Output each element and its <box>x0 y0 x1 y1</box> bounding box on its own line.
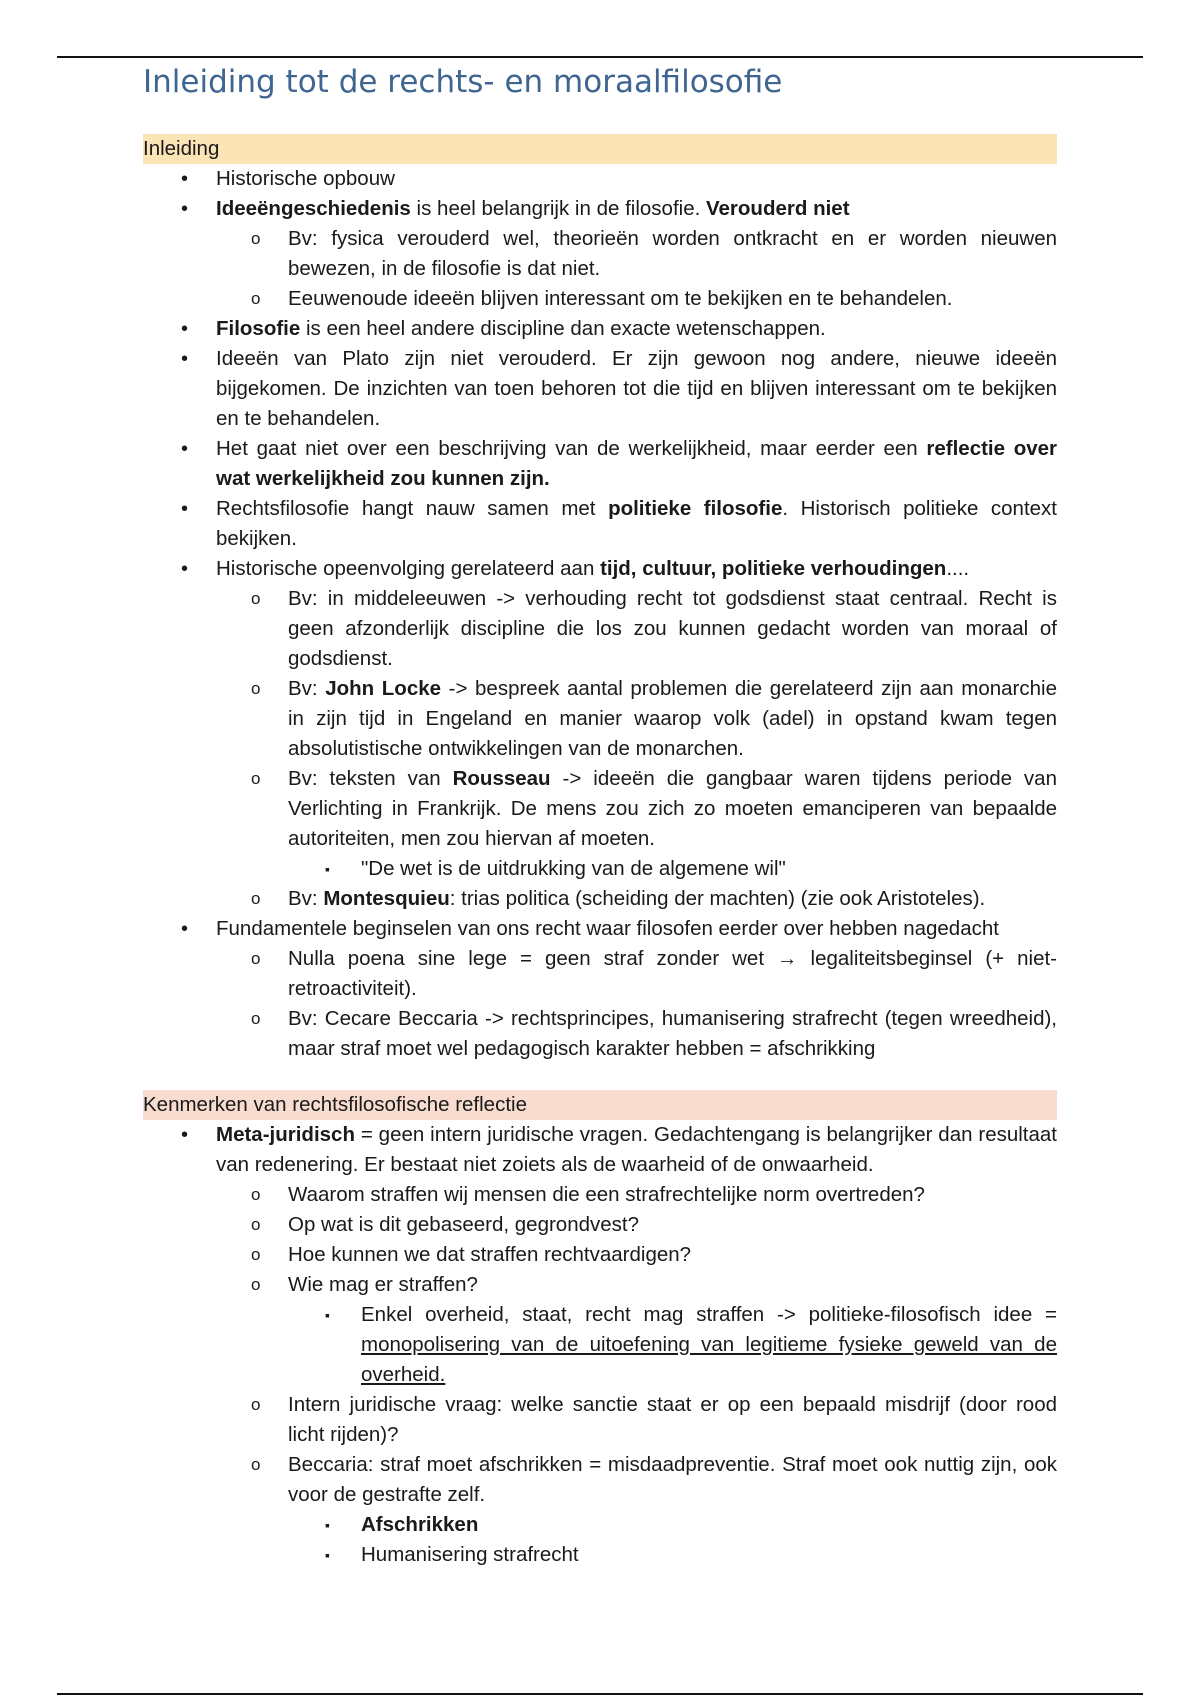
square-bullet-marker: ▪ <box>325 1307 330 1323</box>
circle-bullet-marker: o <box>251 589 261 608</box>
list-item: o Nulla poena sine lege = geen straf zonder wet → legaliteitsbeginsel (+ niet-retroactiviteit). <box>143 944 1057 1004</box>
list-item: o Bv: teksten van Rousseau -> ideeën die gangbaar waren tijdens periode van Verlichting in Frankrijk. De mens zou zich zo moeten emanciperen van bepaalde autoriteiten, men zou hiervan af moeten. <box>143 764 1057 854</box>
list-item: o Intern juridische vraag: welke sanctie staat er op een bepaald misdrijf (door rood licht rijden)? <box>143 1390 1057 1450</box>
list-item: • Ideeën van Plato zijn niet verouderd. Er zijn gewoon nog andere, nieuwe ideeën bijgekomen. De inzichten van toen behoren tot die tijd en blijven interessant om te bekijken en te behandelen. <box>143 344 1057 434</box>
bullet-marker: • <box>181 198 189 220</box>
square-bullet-marker: ▪ <box>325 1547 330 1563</box>
list-item: o Beccaria: straf moet afschrikken = misdaadpreventie. Straf moet ook nuttig zijn, ook voor de gestrafte zelf. <box>143 1450 1057 1510</box>
list-item: • Filosofie is een heel andere discipline dan exacte wetenschappen. <box>143 314 1057 344</box>
bullet-marker: • <box>181 318 189 340</box>
section-inleiding <box>143 134 1057 1064</box>
bullet-list <box>143 1120 1057 1570</box>
arrow-icon: → <box>777 947 798 970</box>
list-item: • Het gaat niet over een beschrijving van de werkelijkheid, maar eerder een reflectie over wat werkelijkheid zou kunnen zijn. <box>143 434 1057 494</box>
list-item: o Waarom straffen wij mensen die een strafrechtelijke norm overtreden? <box>143 1180 1057 1210</box>
list-item: • Meta-juridisch = geen intern juridische vragen. Gedachtengang is belangrijker dan resultaat van redenering. Er bestaat niet zoiets als de waarheid of de onwaarheid. <box>143 1120 1057 1180</box>
list-item: o Wie mag er straffen? <box>143 1270 1057 1300</box>
circle-bullet-marker: o <box>251 289 261 308</box>
document-title: Inleiding tot de rechts- en moraalfilosofie <box>143 64 783 100</box>
circle-bullet-marker: o <box>251 1395 261 1414</box>
list-item: • Historische opbouw <box>143 164 1057 194</box>
bullet-marker: • <box>181 348 189 370</box>
list-item: o Bv: John Locke -> bespreek aantal problemen die gerelateerd zijn aan monarchie in zijn tijd in Engeland en manier waarop volk (adel) in opstand kwam tegen absolutistische ontwikkelingen van de monarchen. <box>143 674 1057 764</box>
section-heading: Kenmerken van rechtsfilosofische reflectie <box>143 1090 1057 1120</box>
square-bullet-marker: ▪ <box>325 861 330 877</box>
list-item: o Eeuwenoude ideeën blijven interessant om te bekijken en te behandelen. <box>143 284 1057 314</box>
list-item: ▪ Afschrikken <box>143 1510 1057 1540</box>
circle-bullet-marker: o <box>251 1215 261 1234</box>
circle-bullet-marker: o <box>251 679 261 698</box>
section-kenmerken <box>143 1090 1057 1570</box>
bullet-marker: • <box>181 438 189 460</box>
list-item: ▪ Enkel overheid, staat, recht mag straffen -> politieke-filosofisch idee = monopolisering van de uitoefening van legitieme fysieke geweld van de overheid. <box>143 1300 1057 1390</box>
bullet-marker: • <box>181 1124 189 1146</box>
square-bullet-marker: ▪ <box>325 1517 330 1533</box>
list-item: o Bv: Cecare Beccaria -> rechtsprincipes, humanisering strafrecht (tegen wreedheid), maar straf moet wel pedagogisch karakter hebben = afschrikking <box>143 1004 1057 1064</box>
circle-bullet-marker: o <box>251 1185 261 1204</box>
list-item: o Bv: in middeleeuwen -> verhouding recht tot godsdienst staat centraal. Recht is geen afzonderlijk discipline die los zou kunnen gedacht worden van moraal of godsdienst. <box>143 584 1057 674</box>
section-heading: Inleiding <box>143 134 1057 164</box>
list-item: o Bv: Montesquieu: trias politica (scheiding der machten) (zie ook Aristoteles). <box>143 884 1057 914</box>
bullet-marker: • <box>181 918 189 940</box>
list-item: • Rechtsfilosofie hangt nauw samen met politieke filosofie. Historisch politieke context bekijken. <box>143 494 1057 554</box>
bullet-marker: • <box>181 168 189 190</box>
circle-bullet-marker: o <box>251 1275 261 1294</box>
list-item: • Historische opeenvolging gerelateerd aan tijd, cultuur, politieke verhoudingen.... <box>143 554 1057 584</box>
bullet-marker: • <box>181 498 189 520</box>
bottom-rule <box>57 1693 1143 1695</box>
circle-bullet-marker: o <box>251 889 261 908</box>
bullet-list <box>143 164 1057 1064</box>
list-item: o Bv: fysica verouderd wel, theorieën worden ontkracht en er worden nieuwen bewezen, in de filosofie is dat niet. <box>143 224 1057 284</box>
circle-bullet-marker: o <box>251 949 261 968</box>
circle-bullet-marker: o <box>251 1245 261 1264</box>
list-item: • Fundamentele beginselen van ons recht waar filosofen eerder over hebben nagedacht <box>143 914 1057 944</box>
circle-bullet-marker: o <box>251 229 261 248</box>
list-item: ▪ Humanisering strafrecht <box>143 1540 1057 1570</box>
circle-bullet-marker: o <box>251 769 261 788</box>
bullet-marker: • <box>181 558 189 580</box>
list-item: • Ideeëngeschiedenis is heel belangrijk in de filosofie. Verouderd niet <box>143 194 1057 224</box>
top-rule <box>57 56 1143 58</box>
list-item: o Hoe kunnen we dat straffen rechtvaardigen? <box>143 1240 1057 1270</box>
list-item: o Op wat is dit gebaseerd, gegrondvest? <box>143 1210 1057 1240</box>
circle-bullet-marker: o <box>251 1455 261 1474</box>
circle-bullet-marker: o <box>251 1009 261 1028</box>
list-item: ▪ "De wet is de uitdrukking van de algemene wil" <box>143 854 1057 884</box>
